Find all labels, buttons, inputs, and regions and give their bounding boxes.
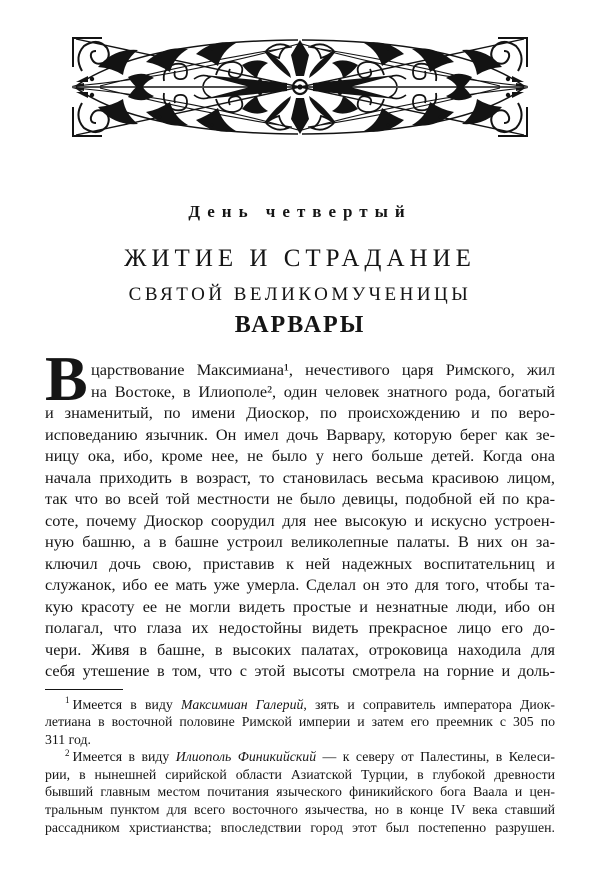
saint-name-title: ВАРВАРЫ <box>234 312 366 338</box>
chapter-day-title: День четвертый <box>188 202 412 221</box>
footnote-term: Илиополь Финикийский <box>175 749 317 765</box>
footnote-line: тральным пунктом для всего восточного язычества, но в конце IV века ставший <box>45 802 555 818</box>
footnote-text: Имеется в виду <box>72 696 182 712</box>
body-line: так что во всей той местности не было девицы, подобной ей по кра- <box>45 489 555 508</box>
body-line: ницу ока, ибо, кроме нее, не было у него больше детей. Когда она <box>45 446 555 465</box>
body-paragraph <box>45 343 555 682</box>
vita-subtitle: СВЯТОЙ ВЕЛИКОМУЧЕНИЦЫ <box>128 284 472 305</box>
body-line: ключил дочь свою, приставив к ней надежных воспитательниц и <box>45 553 555 573</box>
floral-vignette-icon <box>70 35 530 139</box>
footnote-line <box>45 696 555 714</box>
footnote-text: — к северу от Палестины, в Келеси- <box>316 749 555 765</box>
footnote-separator <box>45 689 123 690</box>
footnote-line: рассадником христианства; впоследствии город этот был постепенно разрушен. <box>45 819 555 835</box>
body-line: кую красоту ее не могли видеть простые и незнатные люди, ибо он <box>45 596 555 616</box>
footnote-line: бывший главным местом почитания языческого финикийского бога Ваала и цен- <box>45 784 555 800</box>
footnote-line: 311 год. <box>45 731 91 747</box>
footnote-marker: 2 <box>65 747 70 758</box>
footnote-marker: 1 <box>65 694 70 705</box>
body-line: чери. Живя в башне, в высоких палатах, отроковица находила для <box>45 639 555 659</box>
body-line: царствование Максимиана¹, нечестивого царя Римского, жил <box>91 360 555 379</box>
footnote-1 <box>45 696 555 749</box>
footnote-term: Максимиан Галерий <box>181 696 304 712</box>
body-line: себя утешение в том, что с этой высоты смотрела на горние и доль- <box>45 661 555 680</box>
body-line: служанок, ибо ее мать уже умерла. Сделал он это для того, чтобы та- <box>45 575 555 594</box>
body-line: и знаменитый, по имени Диоскор, по происхождению и по веро- <box>45 403 555 422</box>
footnote-area <box>45 689 555 837</box>
body-line: соте, почему Диоскор соорудил для нее высокую и искусно устроен- <box>45 510 555 530</box>
body-line: полагал, что глаза их недостойны видеть прекрасное лицо его до- <box>45 618 555 637</box>
vita-title: ЖИТИЕ И СТРАДАНИЕ <box>124 245 476 272</box>
body-line: начала приходить в возраст, то становилась весьма красивою лицом, <box>45 467 555 487</box>
drop-cap: В <box>45 343 88 414</box>
footnote-text: Имеется в виду <box>72 749 176 765</box>
footnote-text: , зять и соправитель императора Диок- <box>303 696 555 712</box>
body-line: на Востоке, в Илиополе², один человек знатного рода, богатый <box>91 381 555 401</box>
footnote-line: рии, в нынешней сирийской области Азиатской Турции, в глубокой древности <box>45 766 555 782</box>
body-line: исповеданию язычник. Он имел дочь Варвару, которую берег как зе- <box>45 424 555 444</box>
footnote-2 <box>45 748 555 836</box>
footnote-line: летиана в восточной половине Римской империи и затем его преемник с 305 по <box>45 714 555 730</box>
footnote-line <box>45 748 555 766</box>
header-ornament <box>70 35 530 139</box>
body-line: ную башню, а в башне устроил великолепные палаты. В них он за- <box>45 532 555 551</box>
